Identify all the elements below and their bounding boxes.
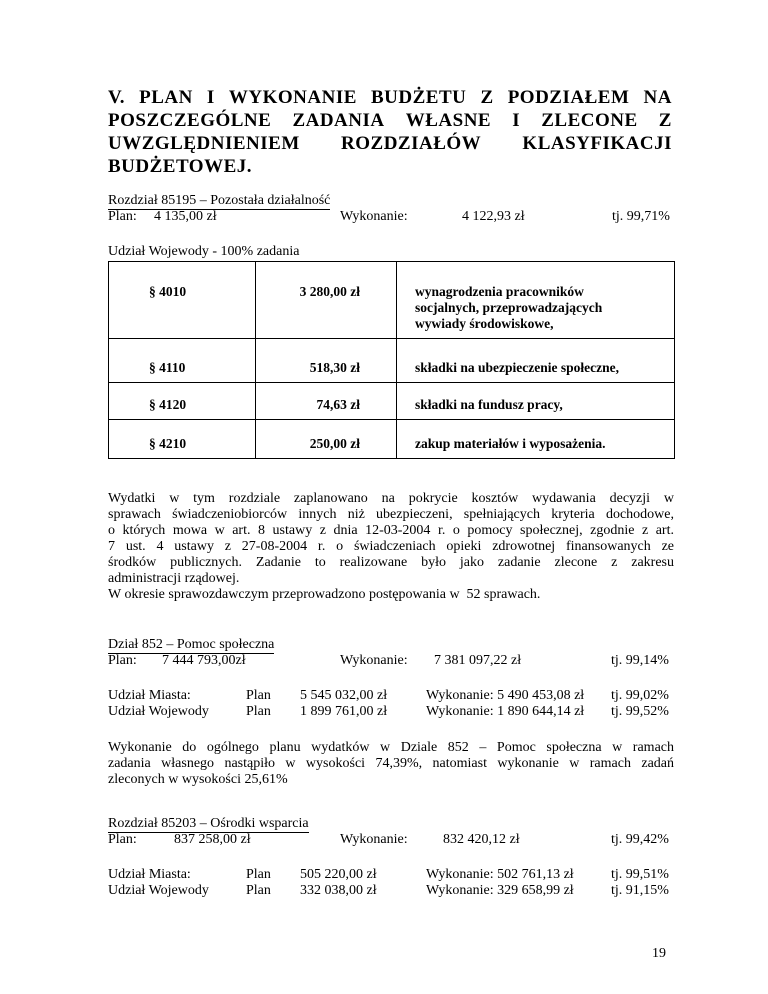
section2-voivode-label: Udział Wojewody	[108, 704, 209, 719]
section2-voivode-pct: tj. 99,52%	[611, 704, 669, 719]
section1-share-note: Udział Wojewody - 100% zadania	[108, 244, 300, 259]
section3-voivode-plan-label: Plan	[246, 883, 271, 898]
section3-exec-label: Wykonanie:	[340, 832, 408, 847]
section3-city-label: Udział Miasta:	[108, 867, 191, 882]
section3-voivode-plan: 332 038,00 zł	[300, 883, 377, 898]
section2-voivode-plan: 1 899 761,00 zł	[300, 704, 388, 719]
section3-city-exec: Wykonanie: 502 761,13 zł	[426, 867, 574, 882]
section2-exec-value: 7 381 097,22 zł	[434, 653, 522, 668]
heading-line-1: V. PLAN I WYKONANIE BUDŻETU Z PODZIAŁEM NA	[108, 87, 672, 108]
section1-exec-value: 4 122,93 zł	[462, 209, 525, 224]
section1-title: Rozdział 85195 – Pozostała działalność	[108, 193, 331, 208]
section2-city-plan: 5 545 032,00 zł	[300, 688, 388, 703]
table-cell-amount: 3 280,00 zł	[256, 262, 397, 339]
table-cell-amount: 250,00 zł	[256, 420, 397, 459]
table-row	[109, 420, 675, 459]
section1-exec-label: Wykonanie:	[340, 209, 408, 224]
section3-exec-value: 832 420,12 zł	[443, 832, 520, 847]
table-cell-description: składki na fundusz pracy,	[397, 383, 675, 420]
table-cell-description: wynagrodzenia pracowników socjalnych, przeprowadzających wywiady środowiskowe,	[397, 262, 675, 339]
table-cell-paragraph: § 4210	[109, 420, 256, 459]
section2-plan-value: 7 444 793,00zł	[162, 653, 246, 668]
heading-line-2: POSZCZEGÓLNE ZADANIA WŁASNE I ZLECONE Z	[108, 110, 672, 131]
table-cell-description: składki na ubezpieczenie społeczne,	[397, 339, 675, 383]
table-cell-paragraph: § 4110	[109, 339, 256, 383]
section2-voivode-exec: Wykonanie: 1 890 644,14 zł	[426, 704, 585, 719]
section1-plan-label: Plan:	[108, 209, 137, 224]
heading-line-4: BUDŻETOWEJ.	[108, 156, 252, 177]
section2-city-exec: Wykonanie: 5 490 453,08 zł	[426, 688, 585, 703]
section2-city-label: Udział Miasta:	[108, 688, 191, 703]
section3-city-pct: tj. 99,51%	[611, 867, 669, 882]
section1-paragraph: Wydatki w tym rozdziale zaplanowano na pokrycie kosztów wydawania decyzji w sprawach świadczeniobiorców innych niż ubezpieczeni, spełniających kryteria dochodowe, o których mowa w art. 8 ustawy z dnia 12-03-2004 r. o pomocy społecznej, zgodnie z art. 7 ust. 4 ustawy z 27-08-2004 r. o świadczeniach opieki zdrowotnej finansowanych ze środków publicznych. Zadanie to realizowane było jako zadanie zlecone z zakresu administracji rządowej. W okresie sprawozdawczym przeprowadzono postępowania w 52 sprawach.	[108, 491, 674, 602]
section3-plan-label: Plan:	[108, 832, 137, 847]
section2-plan-label: Plan:	[108, 653, 137, 668]
section3-title: Rozdział 85203 – Ośrodki wsparcia	[108, 816, 309, 831]
section3-voivode-pct: tj. 91,15%	[611, 883, 669, 898]
section2-city-pct: tj. 99,02%	[611, 688, 669, 703]
section3-voivode-label: Udział Wojewody	[108, 883, 209, 898]
table-cell-amount: 518,30 zł	[256, 339, 397, 383]
table-row	[109, 339, 675, 383]
table-row	[109, 262, 675, 339]
section3-pct: tj. 99,42%	[611, 832, 669, 847]
section2-paragraph: Wykonanie do ogólnego planu wydatków w Dziale 852 – Pomoc społeczna w ramach zadania własnego nastąpiło w wysokości 74,39%, natomiast wykonanie w ramach zadań zleconych w wysokości 25,61%	[108, 740, 674, 787]
section3-plan-value: 837 258,00 zł	[174, 832, 251, 847]
document-heading	[108, 86, 672, 178]
section3-city-plan-label: Plan	[246, 867, 271, 882]
section1-plan-value: 4 135,00 zł	[154, 209, 217, 224]
page-number: 19	[652, 946, 666, 961]
section2-title: Dział 852 – Pomoc społeczna	[108, 637, 275, 652]
section3-voivode-exec: Wykonanie: 329 658,99 zł	[426, 883, 574, 898]
table-cell-paragraph: § 4010	[109, 262, 256, 339]
heading-line-3: UWZGLĘDNIENIEM ROZDZIAŁÓW KLASYFIKACJI	[108, 133, 672, 154]
section2-city-plan-label: Plan	[246, 688, 271, 703]
expenditure-table	[108, 261, 675, 459]
table-cell-description: zakup materiałów i wyposażenia.	[397, 420, 675, 459]
section2-voivode-plan-label: Plan	[246, 704, 271, 719]
section1-pct: tj. 99,71%	[612, 209, 670, 224]
table-cell-paragraph: § 4120	[109, 383, 256, 420]
section2-exec-label: Wykonanie:	[340, 653, 408, 668]
section2-pct: tj. 99,14%	[611, 653, 669, 668]
table-row	[109, 383, 675, 420]
section3-city-plan: 505 220,00 zł	[300, 867, 377, 882]
table-cell-amount: 74,63 zł	[256, 383, 397, 420]
